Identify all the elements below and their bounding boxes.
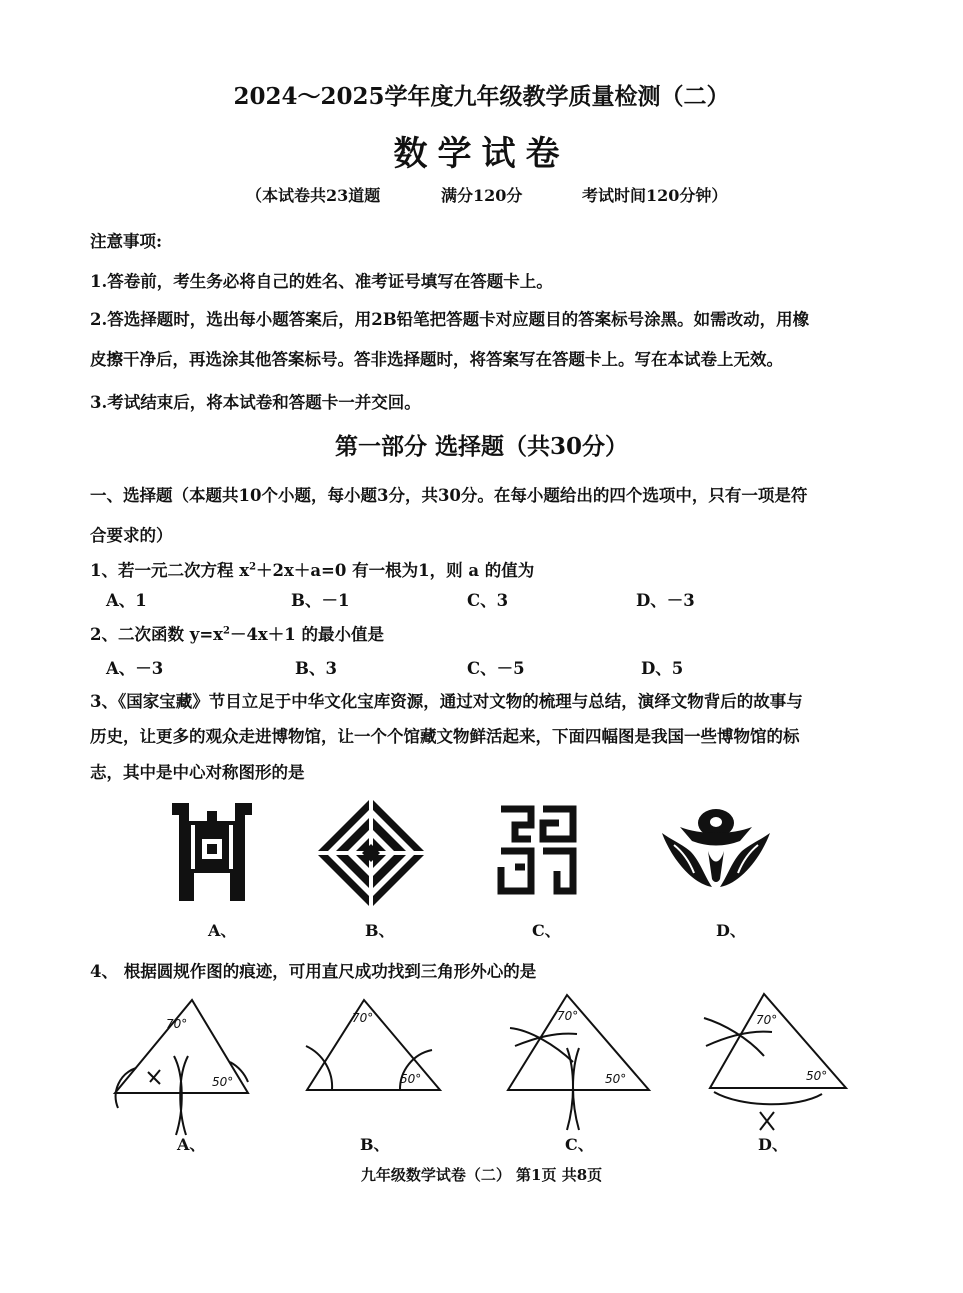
q1-option-d: D、－3 [636, 591, 695, 610]
q2-stem: 2、二次函数 $y=x^2-4x+1$ 的最小值是 [90, 625, 384, 644]
page-footer: 九年级数学试卷（二） 第1页 共8页 [360, 1166, 603, 1184]
triangle-a [110, 990, 260, 1140]
angle-top-label: 70° [166, 1017, 188, 1031]
q1-option-b: B、－1 [291, 591, 350, 610]
q2-option-b: B、3 [295, 659, 337, 678]
info-time: 考试时间120分钟） [582, 186, 728, 205]
info-questions: （本试卷共23道题 [246, 186, 381, 205]
q3-caption-c: C、 [532, 921, 561, 940]
q3-caption-d: D、 [716, 921, 746, 940]
angle-right-label: 50° [400, 1072, 422, 1086]
q2-option-c: C、－5 [467, 659, 525, 678]
q2-option-a: A、－3 [106, 659, 164, 678]
q4-caption-a: A、 [177, 1135, 206, 1154]
notice-item-2a: 2.答选择题时，选出每小题答案后，用2B铅笔把答题卡对应题目的答案标号涂黑。如需改动，用橡 [90, 310, 810, 329]
exam-title: 2024～2025学年度九年级教学质量检测（二） [233, 83, 730, 110]
q3-line-3: 志，其中是中心对称图形的是 [90, 763, 305, 782]
notice-item-1: 1.答卷前，考生务必将自己的姓名、准考证号填写在答题卡上。 [90, 272, 553, 291]
angle-right-label: 50° [605, 1072, 627, 1086]
q4-caption-b: B、 [360, 1135, 390, 1154]
q1-option-c: C、3 [467, 591, 509, 610]
museum-logo-c [497, 805, 577, 895]
q3-caption-a: A、 [208, 921, 237, 940]
museum-logo-a [167, 803, 257, 903]
info-score: 满分120分 [441, 186, 523, 205]
q3-line-2: 历史，让更多的观众走进博物馆，让一个个馆藏文物鲜活起来，下面四幅图是我国一些博物馆的标 [90, 727, 800, 746]
triangle-b [302, 990, 452, 1140]
q4-caption-d: D、 [758, 1135, 788, 1154]
angle-top-label: 70° [352, 1011, 374, 1025]
q2-option-d: D、5 [641, 659, 684, 678]
section-intro-b: 合要求的） [90, 526, 173, 545]
notice-heading: 注意事项: [90, 232, 163, 251]
q3-line-1: 3、《国家宝藏》节目立足于中华文化宝库资源，通过对文物的梳理与总结，演绎文物背后的故事与 [90, 692, 803, 711]
q3-caption-b: B、 [365, 921, 395, 940]
q4-caption-c: C、 [565, 1135, 594, 1154]
angle-right-label: 50° [806, 1069, 828, 1083]
notice-item-3: 3.考试结束后，将本试卷和答题卡一并交回。 [90, 393, 421, 412]
museum-logo-b [316, 798, 426, 908]
triangle-c [505, 990, 655, 1140]
section-title: 第一部分 选择题（共30分） [334, 433, 628, 460]
notice-item-2b: 皮擦干净后，再选涂其他答案标号。答非选择题时，将答案写在答题卡上。写在本试卷上无效。 [90, 350, 783, 369]
q1-option-a: A、1 [106, 591, 147, 610]
angle-right-label: 50° [212, 1075, 234, 1089]
exam-subtitle: 数学试卷 [393, 134, 570, 174]
museum-logo-d [660, 805, 772, 890]
triangle-d [702, 990, 852, 1140]
section-intro-a: 一、选择题（本题共10个小题，每小题3分，共30分。在每小题给出的四个选项中，只有一项是符 [90, 486, 808, 505]
angle-top-label: 70° [756, 1013, 778, 1027]
q1-stem: 1、若一元二次方程 $x^2+2x+a=0$ 有一根为1，则 a 的值为 [90, 561, 535, 580]
q4-stem: 4、 根据圆规作图的痕迹，可用直尺成功找到三角形外心的是 [90, 962, 537, 981]
angle-top-label: 70° [557, 1009, 579, 1023]
